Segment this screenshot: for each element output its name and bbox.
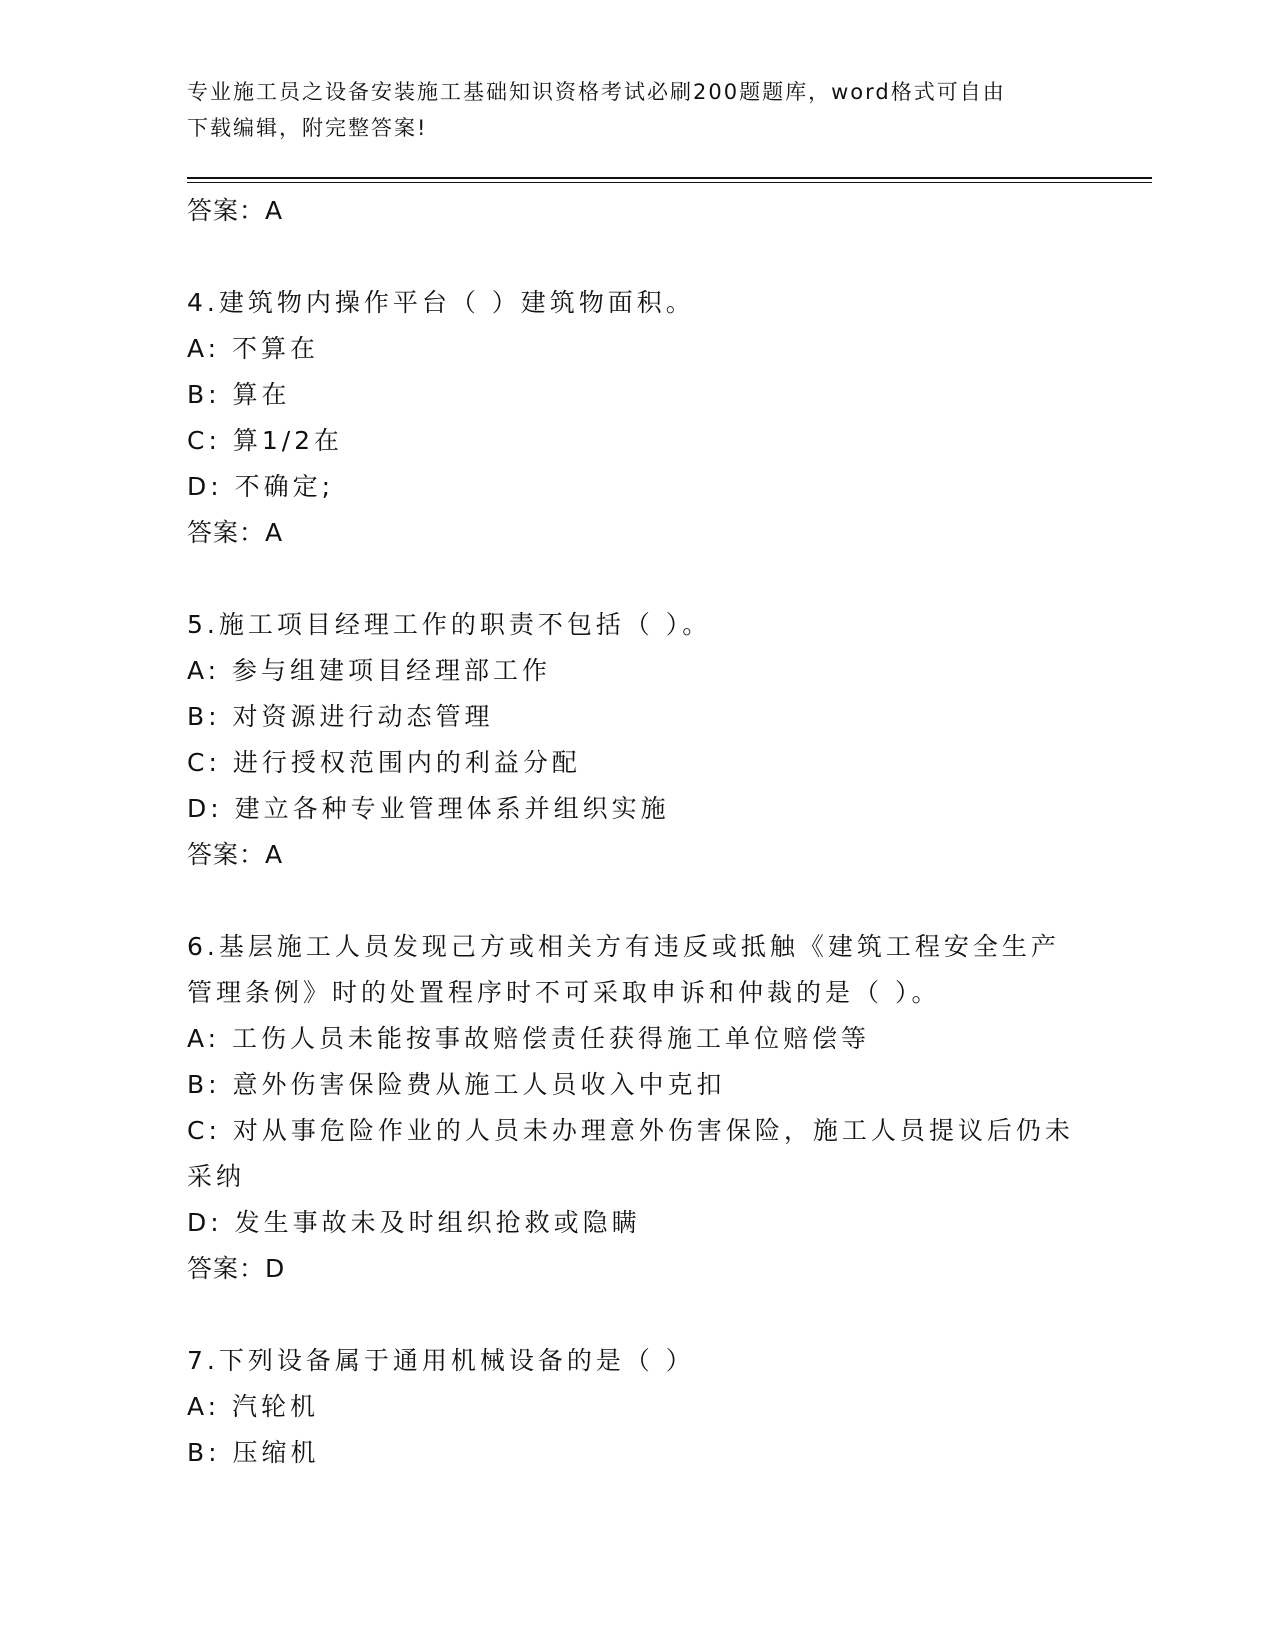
- option-a: A: 汽轮机: [187, 1392, 320, 1421]
- option-a: A: 参与组建项目经理部工作: [187, 656, 552, 685]
- option-b: B: 对资源进行动态管理: [187, 702, 494, 731]
- header-rule-thick: [187, 177, 1152, 179]
- option-c-line-2: 采纳: [187, 1162, 246, 1191]
- option-d: D: 建立各种专业管理体系并组织实施: [187, 794, 670, 823]
- question-stem: 7.下列设备属于通用机械设备的是（ ）: [187, 1346, 695, 1375]
- question-block: [187, 924, 1087, 1292]
- spacer: [187, 234, 1087, 280]
- question-block: [187, 280, 1087, 556]
- option-c-line-1: C: 对从事危险作业的人员未办理意外伤害保险，施工人员提议后仍未: [187, 1116, 1074, 1145]
- question-content: [187, 188, 1087, 1476]
- option-b: B: 压缩机: [187, 1438, 320, 1467]
- option-a: A: 不算在: [187, 334, 320, 363]
- option-a: A: 工伤人员未能按事故赔偿责任获得施工单位赔偿等: [187, 1024, 871, 1053]
- option-b: B: 意外伤害保险费从施工人员收入中克扣: [187, 1070, 726, 1099]
- question-block: [187, 602, 1087, 878]
- option-d: D: 不确定;: [187, 472, 335, 501]
- header-line-1: 专业施工员之设备安装施工基础知识资格考试必刷200题题库，word格式可自由: [187, 80, 1006, 104]
- answer-line: 答案：A: [187, 196, 284, 225]
- header-rule-thin: [187, 182, 1152, 183]
- option-c: C: 算1/2在: [187, 426, 344, 455]
- spacer: [187, 556, 1087, 602]
- answer-line: 答案：D: [187, 1254, 286, 1283]
- question-stem-line-2: 管理条例》时的处置程序时不可采取申诉和仲裁的是（ ）。: [187, 978, 941, 1007]
- question-block: [187, 1338, 1087, 1476]
- question-stem-line-1: 6.基层施工人员发现己方或相关方有违反或抵触《建筑工程安全生产: [187, 932, 1060, 961]
- question-stem: 4.建筑物内操作平台（ ）建筑物面积。: [187, 288, 695, 317]
- page-header: [187, 74, 1087, 146]
- answer-line: 答案：A: [187, 518, 284, 547]
- spacer: [187, 1292, 1087, 1338]
- option-b: B: 算在: [187, 380, 291, 409]
- answer-line: 答案：A: [187, 840, 284, 869]
- header-line-2: 下载编辑，附完整答案!: [187, 116, 428, 140]
- option-c: C: 进行授权范围内的利益分配: [187, 748, 581, 777]
- option-d: D: 发生事故未及时组织抢救或隐瞒: [187, 1208, 641, 1237]
- spacer: [187, 878, 1087, 924]
- question-stem: 5.施工项目经理工作的职责不包括（ ）。: [187, 610, 712, 639]
